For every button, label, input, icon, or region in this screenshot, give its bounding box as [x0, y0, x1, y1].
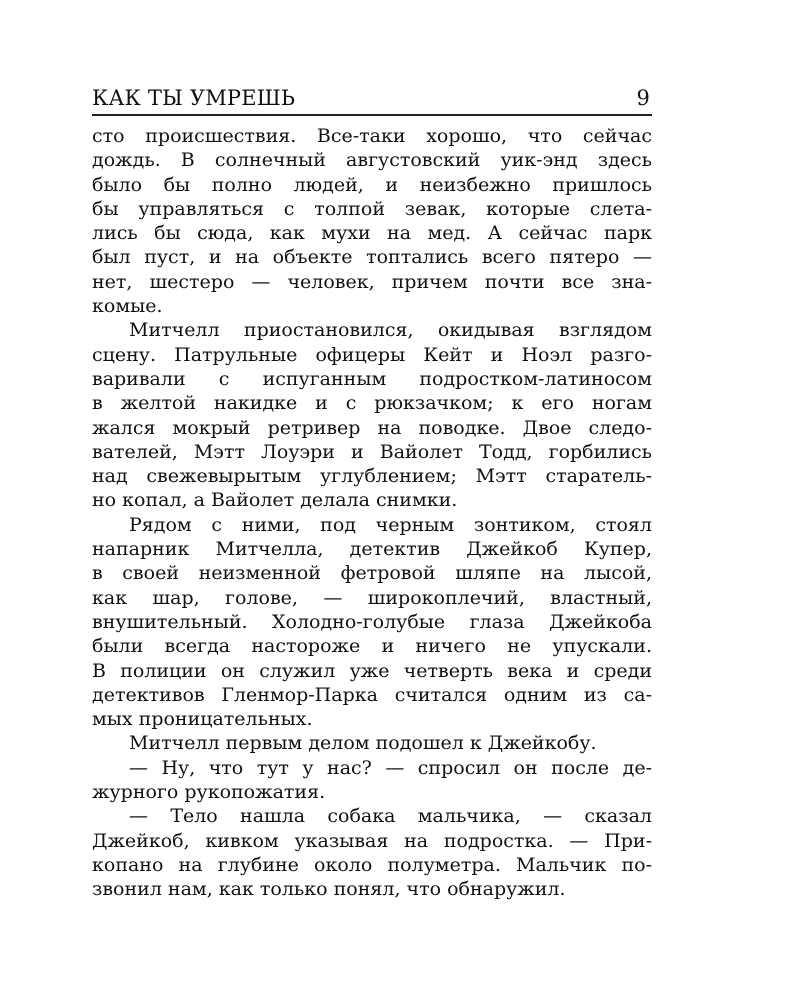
text-line: жался мокрый ретривер на поводке. Двое следо- [92, 416, 652, 439]
text-line: как шар, голове, — широкоплечий, властный, [92, 586, 652, 609]
text-line: — Тело нашла собака мальчика, — сказал [129, 805, 652, 828]
text-line: сто происшествия. Все-таки хорошо, что сейчас [92, 125, 652, 147]
text-line: — Ну, что тут у нас? — спросил он после де- [129, 756, 652, 779]
text-line: бы управляться с толпой зевак, которые слета- [92, 197, 652, 220]
text-line: звонил нам, как только понял, что обнаружил. [92, 878, 566, 901]
text-line: журного рукопожатия. [92, 781, 326, 804]
text-line: В полиции он служил уже четверть века и среди [92, 659, 652, 682]
text-line: был пуст, и на объекте топтались всего пятеро — [92, 246, 652, 269]
text-line: сцену. Патрульные офицеры Кейт и Ноэл разго- [92, 343, 652, 366]
book-page [92, 86, 652, 902]
paragraph [92, 731, 652, 755]
paragraph [92, 124, 652, 318]
text-line: было бы полно людей, и неизбежно пришлось [92, 173, 652, 196]
text-line: мых проницательных. [92, 708, 313, 731]
text-line: но копал, а Вайолет делала снимки. [92, 489, 458, 512]
text-line: в желтой накидке и с рюкзачком; к его ногам [92, 392, 652, 415]
page-text [92, 124, 652, 902]
text-line: дождь. В солнечный августовский уик-энд здесь [92, 149, 652, 172]
text-line: копано на глубине около полуметра. Мальчик по- [92, 853, 652, 876]
text-line: Митчелл первым делом подошел к Джейкобу. [129, 732, 597, 755]
text-line: варивали с испуганным подростком-латиносом [92, 367, 652, 390]
text-line: Митчелл приостановился, окидывая взглядом [129, 319, 652, 342]
text-line: лись бы сюда, как мухи на мед. А сейчас парк [92, 222, 652, 245]
text-line: в своей неизменной фетровой шляпе на лысой, [92, 562, 652, 585]
text-line: вателей, Мэтт Лоуэри и Вайолет Тодд, горбились [92, 440, 652, 463]
text-line: внушительный. Холодно-голубые глаза Джейкоба [92, 610, 652, 633]
text-line: Рядом с ними, под черным зонтиком, стоял [129, 513, 652, 536]
paragraph [92, 756, 652, 805]
text-line: детективов Гленмор-Парка считался одним из са- [92, 683, 652, 706]
paragraph [92, 318, 652, 512]
text-line: нет, шестеро — человек, причем почти все зна- [92, 270, 652, 293]
text-line: над свежевырытым углублением; Мэтт старатель- [92, 465, 652, 488]
paragraph [92, 513, 652, 732]
text-line: комые. [92, 295, 163, 318]
text-line: Джейкоб, кивком указывая на подростка. — При- [92, 829, 652, 852]
book-title: КАК ТЫ УМРЕШЬ [92, 86, 296, 110]
text-line: напарник Митчелла, детектив Джейкоб Купер, [92, 538, 652, 561]
text-line: были всегда настороже и ничего не упускали. [92, 635, 652, 658]
running-header [92, 86, 652, 116]
page-number: 9 [636, 86, 650, 110]
paragraph [92, 804, 652, 901]
